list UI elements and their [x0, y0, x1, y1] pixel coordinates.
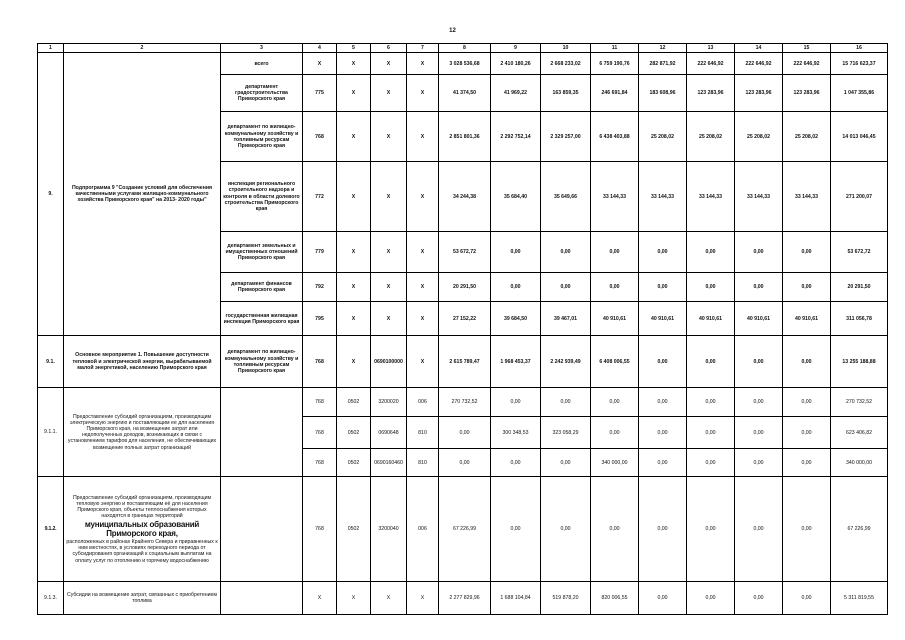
- row-code: 9.1.1.: [38, 388, 64, 477]
- value-cell: 2 615 789,47: [439, 336, 491, 388]
- value-cell: 33 144,33: [639, 162, 687, 232]
- table-cell: 779: [303, 232, 337, 273]
- table-cell: 768: [303, 336, 337, 388]
- table-cell: 0502: [337, 449, 371, 477]
- value-cell: 67 226,99: [831, 477, 888, 582]
- table-cell: X: [337, 232, 371, 273]
- table-cell: 768: [303, 449, 337, 477]
- value-cell: 2 242 939,49: [541, 336, 591, 388]
- value-cell: 340 000,00: [591, 449, 639, 477]
- value-cell: 2 277 829,96: [439, 582, 491, 615]
- value-cell: 183 608,96: [639, 75, 687, 112]
- row-code: 9.1.2.: [38, 477, 64, 582]
- value-cell: 20 291,50: [831, 273, 888, 302]
- table-cell: X: [407, 53, 439, 75]
- column-number: 13: [687, 44, 735, 53]
- item-title-part: Предоставление субсидий организациям, производящим тепловую энергию и поставляющим её для населения Приморского края, объекты теплоснабжения которых находятся в границах территорий: [72, 494, 212, 520]
- value-cell: 6 759 190,76: [591, 53, 639, 75]
- value-cell: 33 144,33: [687, 162, 735, 232]
- value-cell: 163 859,35: [541, 75, 591, 112]
- measure-title: Основное мероприятие 1. Повышение доступности тепловой и электрической энергии, вырабатываемой малой энергетикой, населению Приморского края: [64, 336, 221, 388]
- value-cell: 0,00: [639, 477, 687, 582]
- executor-cell: департамент по жилищно-коммунальному хозяйству и топливным ресурсам Приморского края: [221, 336, 303, 388]
- value-cell: 123 283,96: [687, 75, 735, 112]
- table-cell: X: [303, 53, 337, 75]
- row-code: 9.1.: [38, 336, 64, 388]
- value-cell: 25 208,02: [639, 112, 687, 162]
- table-cell: 006: [407, 388, 439, 417]
- item-title: [64, 477, 221, 582]
- value-cell: 820 006,55: [591, 582, 639, 615]
- table-cell: X: [337, 273, 371, 302]
- value-cell: 0,00: [783, 232, 831, 273]
- value-cell: 0,00: [687, 273, 735, 302]
- executor-cell: инспекция регионального строительного надзора и контроля в области долевого строительства Приморского края: [221, 162, 303, 232]
- column-number: 14: [735, 44, 783, 53]
- table-cell: X: [407, 273, 439, 302]
- value-cell: 33 144,33: [735, 162, 783, 232]
- value-cell: 0,00: [735, 417, 783, 449]
- table-cell: 3200020: [371, 388, 407, 417]
- table-cell: 3200040: [371, 477, 407, 582]
- table-cell: X: [337, 75, 371, 112]
- table-cell: X: [337, 336, 371, 388]
- table-cell: X: [371, 53, 407, 75]
- value-cell: 246 691,84: [591, 75, 639, 112]
- row-code: 9.: [38, 53, 64, 336]
- table-row: [38, 336, 888, 388]
- table-cell: 795: [303, 302, 337, 336]
- value-cell: 0,00: [541, 232, 591, 273]
- value-cell: 53 672,72: [831, 232, 888, 273]
- table-cell: 0690160460: [371, 449, 407, 477]
- table-cell: 768: [303, 417, 337, 449]
- value-cell: 0,00: [735, 273, 783, 302]
- value-cell: 27 152,22: [439, 302, 491, 336]
- value-cell: 40 910,61: [591, 302, 639, 336]
- table-cell: X: [371, 273, 407, 302]
- table-cell: 810: [407, 417, 439, 449]
- table-cell: 772: [303, 162, 337, 232]
- value-cell: 0,00: [687, 449, 735, 477]
- value-cell: 35 649,66: [541, 162, 591, 232]
- table-cell: X: [337, 53, 371, 75]
- value-cell: 0,00: [687, 388, 735, 417]
- column-number: 12: [639, 44, 687, 53]
- table-cell: X: [337, 162, 371, 232]
- value-cell: 271 200,07: [831, 162, 888, 232]
- value-cell: 40 910,61: [687, 302, 735, 336]
- column-number: 9: [491, 44, 541, 53]
- value-cell: 15 716 623,37: [831, 53, 888, 75]
- table-cell: X: [337, 302, 371, 336]
- page-number: 12: [449, 28, 456, 34]
- executor-cell: государственная жилищная инспекция Приморского края: [221, 302, 303, 336]
- value-cell: 311 056,78: [831, 302, 888, 336]
- value-cell: 123 283,96: [735, 75, 783, 112]
- value-cell: 1 688 104,84: [491, 582, 541, 615]
- column-number: 11: [591, 44, 639, 53]
- value-cell: 1 047 355,86: [831, 75, 888, 112]
- value-cell: 0,00: [591, 417, 639, 449]
- value-cell: 25 208,02: [687, 112, 735, 162]
- value-cell: 0,00: [491, 449, 541, 477]
- table-cell: X: [407, 302, 439, 336]
- table-cell: 0690648: [371, 417, 407, 449]
- column-number: 8: [439, 44, 491, 53]
- value-cell: 0,00: [687, 477, 735, 582]
- value-cell: 282 871,92: [639, 53, 687, 75]
- table-cell: 0502: [337, 477, 371, 582]
- table-cell: X: [371, 232, 407, 273]
- column-number: 16: [831, 44, 888, 53]
- value-cell: 41 969,22: [491, 75, 541, 112]
- value-cell: 222 646,92: [687, 53, 735, 75]
- item-title-part: муниципальных образований Приморского края,: [84, 519, 200, 539]
- table-row: [38, 388, 888, 417]
- item-title: Предоставление субсидий организациям, производящим электрическую энергию и поставляющим ее для населения Приморского края, на возмещение затрат или недополученных доходов, возникающих в связи с установлением тарифов для населения, не обеспечивающих возмещение полных затрат организаций: [64, 388, 221, 477]
- value-cell: 0,00: [735, 477, 783, 582]
- table-cell: X: [371, 112, 407, 162]
- value-cell: 0,00: [541, 273, 591, 302]
- empty-cell: [221, 388, 303, 477]
- value-cell: 33 144,33: [591, 162, 639, 232]
- header-row: [38, 44, 888, 53]
- value-cell: 0,00: [639, 417, 687, 449]
- value-cell: 34 244,38: [439, 162, 491, 232]
- executor-cell: департамент градостроительства Приморского края: [221, 75, 303, 112]
- value-cell: 323 058,29: [541, 417, 591, 449]
- value-cell: 0,00: [783, 417, 831, 449]
- value-cell: 0,00: [439, 449, 491, 477]
- value-cell: 0,00: [735, 388, 783, 417]
- value-cell: 222 646,92: [783, 53, 831, 75]
- budget-table: [37, 43, 888, 615]
- value-cell: 53 672,72: [439, 232, 491, 273]
- value-cell: 2 851 801,36: [439, 112, 491, 162]
- table-row: [38, 53, 888, 75]
- table-cell: X: [371, 162, 407, 232]
- value-cell: 519 878,20: [541, 582, 591, 615]
- table-cell: X: [337, 582, 371, 615]
- column-number: 6: [371, 44, 407, 53]
- value-cell: 0,00: [541, 388, 591, 417]
- column-number: 7: [407, 44, 439, 53]
- value-cell: 0,00: [735, 336, 783, 388]
- value-cell: 6 408 006,55: [591, 336, 639, 388]
- table-cell: 0502: [337, 417, 371, 449]
- executor-cell: департамент земельных и имущественных отношений Приморского края: [221, 232, 303, 273]
- table-cell: 768: [303, 388, 337, 417]
- empty-cell: [221, 582, 303, 615]
- table-cell: X: [407, 112, 439, 162]
- value-cell: 2 668 233,02: [541, 53, 591, 75]
- table-cell: X: [407, 582, 439, 615]
- value-cell: 0,00: [735, 582, 783, 615]
- table-cell: X: [371, 582, 407, 615]
- value-cell: 270 732,52: [439, 388, 491, 417]
- table-cell: X: [407, 336, 439, 388]
- value-cell: 0,00: [783, 336, 831, 388]
- program-title: Подпрограмма 9 "Создание условий для обеспечения качественными услугами жилищно-коммунального хозяйства Приморского края" на 2013- 2020 годы": [64, 53, 221, 336]
- table-cell: 775: [303, 75, 337, 112]
- value-cell: 0,00: [639, 273, 687, 302]
- value-cell: 0,00: [491, 477, 541, 582]
- value-cell: 0,00: [591, 388, 639, 417]
- column-number: 10: [541, 44, 591, 53]
- value-cell: 0,00: [639, 336, 687, 388]
- value-cell: 2 329 257,00: [541, 112, 591, 162]
- value-cell: 0,00: [687, 417, 735, 449]
- value-cell: 0,00: [439, 417, 491, 449]
- value-cell: 1 968 453,37: [491, 336, 541, 388]
- value-cell: 39 467,01: [541, 302, 591, 336]
- value-cell: 13 255 188,88: [831, 336, 888, 388]
- value-cell: 0,00: [639, 232, 687, 273]
- value-cell: 0,00: [687, 582, 735, 615]
- value-cell: 0,00: [591, 232, 639, 273]
- value-cell: 39 684,50: [491, 302, 541, 336]
- value-cell: 6 438 403,88: [591, 112, 639, 162]
- column-number: 4: [303, 44, 337, 53]
- item-title: Субсидии на возмещение затрат, связанных с приобретением топлива: [64, 582, 221, 615]
- value-cell: 0,00: [735, 232, 783, 273]
- table-cell: 792: [303, 273, 337, 302]
- empty-cell: [221, 477, 303, 582]
- value-cell: 0,00: [639, 582, 687, 615]
- column-number: 5: [337, 44, 371, 53]
- value-cell: 0,00: [735, 449, 783, 477]
- table-cell: X: [337, 112, 371, 162]
- value-cell: 40 910,61: [783, 302, 831, 336]
- table-cell: 0502: [337, 388, 371, 417]
- value-cell: 0,00: [783, 477, 831, 582]
- value-cell: 270 732,52: [831, 388, 888, 417]
- item-title-part: расположенных в районах Крайнего Севера и приравненных к ним местностях, в условиях переходного периода от субсидирования организаций к социальным выплатам на оплату услуг по отоплению и горячему водоснабжению: [66, 538, 218, 564]
- table-cell: X: [371, 302, 407, 336]
- value-cell: 0,00: [491, 388, 541, 417]
- value-cell: 623 406,82: [831, 417, 888, 449]
- value-cell: 0,00: [591, 477, 639, 582]
- value-cell: 0,00: [783, 449, 831, 477]
- value-cell: 40 910,61: [735, 302, 783, 336]
- value-cell: 0,00: [783, 273, 831, 302]
- value-cell: 0,00: [687, 336, 735, 388]
- value-cell: 2 410 180,26: [491, 53, 541, 75]
- table-row: [38, 477, 888, 582]
- value-cell: 0,00: [783, 582, 831, 615]
- table-cell: X: [407, 232, 439, 273]
- executor-cell: департамент по жилищно-коммунальному хозяйству и топливным ресурсам Приморского края: [221, 112, 303, 162]
- column-number: 15: [783, 44, 831, 53]
- value-cell: 300 348,53: [491, 417, 541, 449]
- value-cell: 0,00: [639, 388, 687, 417]
- value-cell: 222 646,92: [735, 53, 783, 75]
- value-cell: 20 291,50: [439, 273, 491, 302]
- value-cell: 0,00: [687, 232, 735, 273]
- value-cell: 40 910,61: [639, 302, 687, 336]
- executor-cell: департамент финансов Приморского края: [221, 273, 303, 302]
- row-code: 9.1.3.: [38, 582, 64, 615]
- value-cell: 0,00: [783, 388, 831, 417]
- value-cell: 0,00: [541, 477, 591, 582]
- column-number: 2: [64, 44, 221, 53]
- table-row: [38, 582, 888, 615]
- value-cell: 0,00: [491, 232, 541, 273]
- table-cell: X: [407, 75, 439, 112]
- table-cell: 810: [407, 449, 439, 477]
- value-cell: 5 311 819,55: [831, 582, 888, 615]
- value-cell: 33 144,33: [783, 162, 831, 232]
- value-cell: 67 226,99: [439, 477, 491, 582]
- column-number: 1: [38, 44, 64, 53]
- table-cell: 006: [407, 477, 439, 582]
- table-cell: 0690100000: [371, 336, 407, 388]
- value-cell: 0,00: [591, 273, 639, 302]
- value-cell: 123 283,96: [783, 75, 831, 112]
- value-cell: 3 028 536,68: [439, 53, 491, 75]
- table-cell: X: [371, 75, 407, 112]
- value-cell: 41 374,50: [439, 75, 491, 112]
- column-number: 3: [221, 44, 303, 53]
- value-cell: 340 000,00: [831, 449, 888, 477]
- value-cell: 35 684,40: [491, 162, 541, 232]
- value-cell: 25 208,02: [735, 112, 783, 162]
- executor-cell: всего: [221, 53, 303, 75]
- value-cell: 0,00: [491, 273, 541, 302]
- value-cell: 14 013 046,45: [831, 112, 888, 162]
- value-cell: 25 208,02: [783, 112, 831, 162]
- table-cell: 768: [303, 477, 337, 582]
- table-cell: 768: [303, 112, 337, 162]
- value-cell: 2 292 752,14: [491, 112, 541, 162]
- table-cell: X: [303, 582, 337, 615]
- table-cell: X: [407, 162, 439, 232]
- value-cell: 0,00: [639, 449, 687, 477]
- value-cell: 0,00: [541, 449, 591, 477]
